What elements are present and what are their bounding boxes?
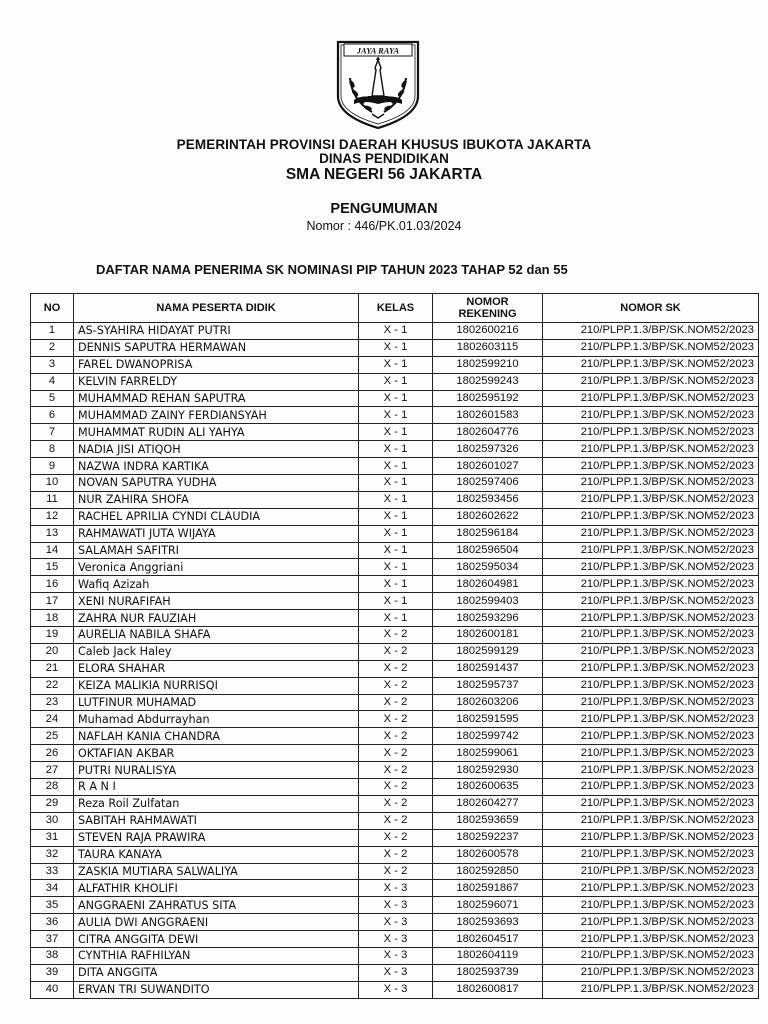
cell-account-number: 1802601027 xyxy=(433,458,543,475)
cell-student-name: NAFLAH KANIA CHANDRA xyxy=(74,728,359,745)
cell-no: 40 xyxy=(31,981,74,998)
cell-no: 27 xyxy=(31,762,74,779)
cell-student-name: R A N I xyxy=(74,779,359,796)
cell-student-name: KELVIN FARRELDY xyxy=(74,373,359,390)
cell-sk-number: 210/PLPP.1.3/BP/SK.NOM52/2023 xyxy=(543,593,759,610)
cell-student-name: LUTFINUR MUHAMAD xyxy=(74,694,359,711)
table-row xyxy=(31,795,759,812)
column-header-no: NO xyxy=(31,294,74,323)
cell-sk-number: 210/PLPP.1.3/BP/SK.NOM52/2023 xyxy=(543,812,759,829)
cell-account-number: 1802604277 xyxy=(433,795,543,812)
cell-class: X - 1 xyxy=(359,542,433,559)
column-header-name: NAMA PESERTA DIDIK xyxy=(74,294,359,323)
cell-sk-number: 210/PLPP.1.3/BP/SK.NOM52/2023 xyxy=(543,356,759,373)
table-row xyxy=(31,559,759,576)
cell-no: 4 xyxy=(31,373,74,390)
table-row xyxy=(31,745,759,762)
table-row xyxy=(31,390,759,407)
cell-class: X - 1 xyxy=(359,610,433,627)
cell-account-number: 1802597326 xyxy=(433,441,543,458)
cell-class: X - 2 xyxy=(359,762,433,779)
cell-account-number: 1802592930 xyxy=(433,762,543,779)
cell-no: 34 xyxy=(31,880,74,897)
table-row xyxy=(31,323,759,340)
cell-no: 20 xyxy=(31,643,74,660)
cell-sk-number: 210/PLPP.1.3/BP/SK.NOM52/2023 xyxy=(543,931,759,948)
cell-no: 24 xyxy=(31,711,74,728)
cell-no: 8 xyxy=(31,441,74,458)
cell-sk-number: 210/PLPP.1.3/BP/SK.NOM52/2023 xyxy=(543,677,759,694)
cell-student-name: KEIZA MALIKIA NURRISQI xyxy=(74,677,359,694)
cell-student-name: ZASKIA MUTIARA SALWALIYA xyxy=(74,863,359,880)
column-header-account xyxy=(433,294,543,323)
cell-student-name: CYNTHIA RAFHILYAN xyxy=(74,947,359,964)
table-row xyxy=(31,728,759,745)
cell-no: 3 xyxy=(31,356,74,373)
table-row xyxy=(31,694,759,711)
cell-no: 30 xyxy=(31,812,74,829)
cell-no: 22 xyxy=(31,677,74,694)
cell-account-number: 1802593693 xyxy=(433,914,543,931)
cell-class: X - 2 xyxy=(359,829,433,846)
table-row xyxy=(31,356,759,373)
cell-sk-number: 210/PLPP.1.3/BP/SK.NOM52/2023 xyxy=(543,829,759,846)
cell-sk-number: 210/PLPP.1.3/BP/SK.NOM52/2023 xyxy=(543,508,759,525)
cell-sk-number: 210/PLPP.1.3/BP/SK.NOM52/2023 xyxy=(543,475,759,492)
cell-no: 33 xyxy=(31,863,74,880)
cell-account-number: 1802599403 xyxy=(433,593,543,610)
cell-student-name: NAZWA INDRA KARTIKA xyxy=(74,458,359,475)
cell-sk-number: 210/PLPP.1.3/BP/SK.NOM52/2023 xyxy=(543,897,759,914)
table-row xyxy=(31,829,759,846)
cell-student-name: Reza Roil Zulfatan xyxy=(74,795,359,812)
cell-student-name: Caleb Jack Haley xyxy=(74,643,359,660)
cell-student-name: TAURA KANAYA xyxy=(74,846,359,863)
cell-student-name: MUHAMMAT RUDIN ALI YAHYA xyxy=(74,424,359,441)
cell-class: X - 1 xyxy=(359,576,433,593)
cell-account-number: 1802597406 xyxy=(433,475,543,492)
cell-sk-number: 210/PLPP.1.3/BP/SK.NOM52/2023 xyxy=(543,728,759,745)
table-row xyxy=(31,593,759,610)
cell-student-name: DITA ANGGITA xyxy=(74,964,359,981)
cell-sk-number: 210/PLPP.1.3/BP/SK.NOM52/2023 xyxy=(543,542,759,559)
cell-student-name: DENNIS SAPUTRA HERMAWAN xyxy=(74,339,359,356)
cell-no: 25 xyxy=(31,728,74,745)
cell-student-name: OKTAFIAN AKBAR xyxy=(74,745,359,762)
cell-sk-number: 210/PLPP.1.3/BP/SK.NOM52/2023 xyxy=(543,559,759,576)
cell-student-name: CITRA ANGGITA DEWI xyxy=(74,931,359,948)
table-row xyxy=(31,677,759,694)
cell-class: X - 1 xyxy=(359,491,433,508)
cell-student-name: ERVAN TRI SUWANDITO xyxy=(74,981,359,998)
cell-sk-number: 210/PLPP.1.3/BP/SK.NOM52/2023 xyxy=(543,711,759,728)
table-row xyxy=(31,931,759,948)
cell-sk-number: 210/PLPP.1.3/BP/SK.NOM52/2023 xyxy=(543,660,759,677)
cell-sk-number: 210/PLPP.1.3/BP/SK.NOM52/2023 xyxy=(543,390,759,407)
cell-class: X - 2 xyxy=(359,728,433,745)
table-row xyxy=(31,508,759,525)
table-row xyxy=(31,863,759,880)
cell-no: 7 xyxy=(31,424,74,441)
cell-sk-number: 210/PLPP.1.3/BP/SK.NOM52/2023 xyxy=(543,458,759,475)
table-row xyxy=(31,897,759,914)
cell-class: X - 3 xyxy=(359,981,433,998)
cell-account-number: 1802599243 xyxy=(433,373,543,390)
list-title: DAFTAR NAMA PENERIMA SK NOMINASI PIP TAHUN 2023 TAHAP 52 dan 55 xyxy=(96,262,568,277)
cell-no: 21 xyxy=(31,660,74,677)
table-row xyxy=(31,880,759,897)
cell-sk-number: 210/PLPP.1.3/BP/SK.NOM52/2023 xyxy=(543,981,759,998)
department-header: DINAS PENDIDIKAN xyxy=(319,151,449,166)
table-row xyxy=(31,846,759,863)
cell-no: 6 xyxy=(31,407,74,424)
cell-account-number: 1802595737 xyxy=(433,677,543,694)
table-row xyxy=(31,643,759,660)
table-row xyxy=(31,610,759,627)
cell-no: 11 xyxy=(31,491,74,508)
cell-account-number: 1802599210 xyxy=(433,356,543,373)
cell-no: 31 xyxy=(31,829,74,846)
cell-student-name: NOVAN SAPUTRA YUDHA xyxy=(74,475,359,492)
cell-class: X - 2 xyxy=(359,745,433,762)
cell-account-number: 1802593456 xyxy=(433,491,543,508)
cell-class: X - 2 xyxy=(359,863,433,880)
table-body xyxy=(31,323,759,999)
cell-no: 28 xyxy=(31,779,74,796)
cell-account-number: 1802603115 xyxy=(433,339,543,356)
cell-account-number: 1802600578 xyxy=(433,846,543,863)
cell-no: 13 xyxy=(31,525,74,542)
cell-student-name: MUHAMMAD ZAINY FERDIANSYAH xyxy=(74,407,359,424)
cell-account-number: 1802593659 xyxy=(433,812,543,829)
cell-no: 39 xyxy=(31,964,74,981)
cell-class: X - 1 xyxy=(359,373,433,390)
cell-class: X - 2 xyxy=(359,643,433,660)
cell-account-number: 1802600181 xyxy=(433,627,543,644)
cell-student-name: ZAHRA NUR FAUZIAH xyxy=(74,610,359,627)
cell-class: X - 2 xyxy=(359,779,433,796)
announcement-number: Nomor : 446/PK.01.03/2024 xyxy=(306,219,462,233)
cell-student-name: Muhamad Abdurrayhan xyxy=(74,711,359,728)
column-header-sk: NOMOR SK xyxy=(543,294,759,323)
table-row xyxy=(31,627,759,644)
cell-class: X - 2 xyxy=(359,660,433,677)
cell-no: 15 xyxy=(31,559,74,576)
cell-class: X - 1 xyxy=(359,475,433,492)
cell-account-number: 1802604776 xyxy=(433,424,543,441)
cell-class: X - 1 xyxy=(359,441,433,458)
cell-student-name: AS-SYAHIRA HIDAYAT PUTRI xyxy=(74,323,359,340)
table-row xyxy=(31,660,759,677)
cell-class: X - 3 xyxy=(359,880,433,897)
cell-class: X - 1 xyxy=(359,407,433,424)
cell-account-number: 1802604981 xyxy=(433,576,543,593)
cell-sk-number: 210/PLPP.1.3/BP/SK.NOM52/2023 xyxy=(543,525,759,542)
cell-class: X - 1 xyxy=(359,339,433,356)
cell-sk-number: 210/PLPP.1.3/BP/SK.NOM52/2023 xyxy=(543,964,759,981)
table-row xyxy=(31,947,759,964)
cell-account-number: 1802603206 xyxy=(433,694,543,711)
column-header-account-label: NOMOR REKENING xyxy=(458,296,517,320)
cell-class: X - 3 xyxy=(359,947,433,964)
cell-account-number: 1802591437 xyxy=(433,660,543,677)
cell-account-number: 1802600635 xyxy=(433,779,543,796)
cell-account-number: 1802596184 xyxy=(433,525,543,542)
cell-no: 38 xyxy=(31,947,74,964)
cell-no: 2 xyxy=(31,339,74,356)
cell-student-name: RAHMAWATI JUTA WIJAYA xyxy=(74,525,359,542)
table-row xyxy=(31,441,759,458)
government-header: PEMERINTAH PROVINSI DAERAH KHUSUS IBUKOTA JAKARTA xyxy=(176,137,592,152)
cell-class: X - 1 xyxy=(359,525,433,542)
cell-account-number: 1802592237 xyxy=(433,829,543,846)
cell-student-name: ELORA SHAHAR xyxy=(74,660,359,677)
cell-sk-number: 210/PLPP.1.3/BP/SK.NOM52/2023 xyxy=(543,627,759,644)
table-row xyxy=(31,914,759,931)
cell-student-name: STEVEN RAJA PRAWIRA xyxy=(74,829,359,846)
cell-account-number: 1802593739 xyxy=(433,964,543,981)
cell-class: X - 3 xyxy=(359,914,433,931)
cell-no: 36 xyxy=(31,914,74,931)
table-row xyxy=(31,779,759,796)
table-row xyxy=(31,762,759,779)
cell-sk-number: 210/PLPP.1.3/BP/SK.NOM52/2023 xyxy=(543,576,759,593)
cell-sk-number: 210/PLPP.1.3/BP/SK.NOM52/2023 xyxy=(543,914,759,931)
cell-account-number: 1802596504 xyxy=(433,542,543,559)
table-row xyxy=(31,576,759,593)
cell-student-name: Veronica Anggriani xyxy=(74,559,359,576)
cell-sk-number: 210/PLPP.1.3/BP/SK.NOM52/2023 xyxy=(543,339,759,356)
cell-class: X - 1 xyxy=(359,458,433,475)
cell-sk-number: 210/PLPP.1.3/BP/SK.NOM52/2023 xyxy=(543,779,759,796)
cell-student-name: AULIA DWI ANGGRAENI xyxy=(74,914,359,931)
cell-account-number: 1802595192 xyxy=(433,390,543,407)
table-row xyxy=(31,542,759,559)
table-row xyxy=(31,711,759,728)
table-row xyxy=(31,981,759,998)
cell-account-number: 1802595034 xyxy=(433,559,543,576)
table-row xyxy=(31,812,759,829)
cell-sk-number: 210/PLPP.1.3/BP/SK.NOM52/2023 xyxy=(543,762,759,779)
cell-class: X - 3 xyxy=(359,897,433,914)
table-row xyxy=(31,475,759,492)
recipient-table xyxy=(30,293,759,999)
cell-no: 9 xyxy=(31,458,74,475)
cell-account-number: 1802591867 xyxy=(433,880,543,897)
cell-student-name: MUHAMMAD REHAN SAPUTRA xyxy=(74,390,359,407)
cell-class: X - 2 xyxy=(359,711,433,728)
cell-student-name: RACHEL APRILIA CYNDI CLAUDIA xyxy=(74,508,359,525)
cell-no: 1 xyxy=(31,323,74,340)
cell-no: 5 xyxy=(31,390,74,407)
cell-student-name: FAREL DWANOPRISA xyxy=(74,356,359,373)
cell-sk-number: 210/PLPP.1.3/BP/SK.NOM52/2023 xyxy=(543,643,759,660)
table-row xyxy=(31,458,759,475)
table-header-row xyxy=(31,294,759,323)
cell-student-name: NUR ZAHIRA SHOFA xyxy=(74,491,359,508)
table-row xyxy=(31,525,759,542)
cell-account-number: 1802604119 xyxy=(433,947,543,964)
cell-class: X - 1 xyxy=(359,323,433,340)
cell-account-number: 1802599129 xyxy=(433,643,543,660)
table-row xyxy=(31,407,759,424)
table-row xyxy=(31,373,759,390)
cell-student-name: AURELIA NABILA SHAFA xyxy=(74,627,359,644)
cell-no: 26 xyxy=(31,745,74,762)
cell-sk-number: 210/PLPP.1.3/BP/SK.NOM52/2023 xyxy=(543,745,759,762)
cell-sk-number: 210/PLPP.1.3/BP/SK.NOM52/2023 xyxy=(543,694,759,711)
cell-student-name: NADIA JISI ATIQOH xyxy=(74,441,359,458)
cell-account-number: 1802599742 xyxy=(433,728,543,745)
cell-account-number: 1802600817 xyxy=(433,981,543,998)
cell-account-number: 1802593296 xyxy=(433,610,543,627)
cell-sk-number: 210/PLPP.1.3/BP/SK.NOM52/2023 xyxy=(543,407,759,424)
table-row xyxy=(31,491,759,508)
cell-class: X - 2 xyxy=(359,694,433,711)
cell-class: X - 2 xyxy=(359,627,433,644)
cell-sk-number: 210/PLPP.1.3/BP/SK.NOM52/2023 xyxy=(543,373,759,390)
cell-no: 37 xyxy=(31,931,74,948)
table-row xyxy=(31,424,759,441)
cell-no: 35 xyxy=(31,897,74,914)
cell-no: 18 xyxy=(31,610,74,627)
announcement-title: PENGUMUMAN xyxy=(330,201,438,217)
cell-sk-number: 210/PLPP.1.3/BP/SK.NOM52/2023 xyxy=(543,491,759,508)
cell-sk-number: 210/PLPP.1.3/BP/SK.NOM52/2023 xyxy=(543,863,759,880)
jakarta-emblem-logo xyxy=(332,38,424,130)
table-row xyxy=(31,964,759,981)
cell-student-name: XENI NURAFIFAH xyxy=(74,593,359,610)
cell-class: X - 1 xyxy=(359,390,433,407)
cell-no: 19 xyxy=(31,627,74,644)
cell-class: X - 2 xyxy=(359,677,433,694)
cell-class: X - 1 xyxy=(359,508,433,525)
cell-account-number: 1802596071 xyxy=(433,897,543,914)
table-row xyxy=(31,339,759,356)
cell-student-name: ANGGRAENI ZAHRATUS SITA xyxy=(74,897,359,914)
cell-class: X - 1 xyxy=(359,559,433,576)
cell-no: 29 xyxy=(31,795,74,812)
cell-account-number: 1802604517 xyxy=(433,931,543,948)
cell-sk-number: 210/PLPP.1.3/BP/SK.NOM52/2023 xyxy=(543,441,759,458)
cell-class: X - 2 xyxy=(359,812,433,829)
cell-class: X - 2 xyxy=(359,846,433,863)
cell-no: 23 xyxy=(31,694,74,711)
cell-sk-number: 210/PLPP.1.3/BP/SK.NOM52/2023 xyxy=(543,323,759,340)
cell-no: 10 xyxy=(31,475,74,492)
cell-student-name: PUTRI NURALISYA xyxy=(74,762,359,779)
cell-student-name: Wafiq Azizah xyxy=(74,576,359,593)
cell-class: X - 3 xyxy=(359,931,433,948)
cell-sk-number: 210/PLPP.1.3/BP/SK.NOM52/2023 xyxy=(543,947,759,964)
school-name: SMA NEGERI 56 JAKARTA xyxy=(285,166,483,183)
cell-account-number: 1802599061 xyxy=(433,745,543,762)
svg-text:JAYA RAYA: JAYA RAYA xyxy=(356,45,400,56)
cell-student-name: SALAMAH SAFITRI xyxy=(74,542,359,559)
cell-account-number: 1802601583 xyxy=(433,407,543,424)
cell-account-number: 1802591595 xyxy=(433,711,543,728)
cell-class: X - 2 xyxy=(359,795,433,812)
column-header-class: KELAS xyxy=(359,294,433,323)
cell-sk-number: 210/PLPP.1.3/BP/SK.NOM52/2023 xyxy=(543,795,759,812)
cell-student-name: ALFATHIR KHOLIFI xyxy=(74,880,359,897)
cell-account-number: 1802602622 xyxy=(433,508,543,525)
cell-sk-number: 210/PLPP.1.3/BP/SK.NOM52/2023 xyxy=(543,880,759,897)
cell-sk-number: 210/PLPP.1.3/BP/SK.NOM52/2023 xyxy=(543,424,759,441)
cell-class: X - 3 xyxy=(359,964,433,981)
cell-student-name: SABITAH RAHMAWATI xyxy=(74,812,359,829)
cell-account-number: 1802600216 xyxy=(433,323,543,340)
cell-class: X - 1 xyxy=(359,593,433,610)
cell-class: X - 1 xyxy=(359,424,433,441)
cell-no: 17 xyxy=(31,593,74,610)
cell-class: X - 1 xyxy=(359,356,433,373)
cell-no: 12 xyxy=(31,508,74,525)
cell-sk-number: 210/PLPP.1.3/BP/SK.NOM52/2023 xyxy=(543,846,759,863)
cell-sk-number: 210/PLPP.1.3/BP/SK.NOM52/2023 xyxy=(543,610,759,627)
cell-account-number: 1802592850 xyxy=(433,863,543,880)
cell-no: 14 xyxy=(31,542,74,559)
cell-no: 16 xyxy=(31,576,74,593)
cell-no: 32 xyxy=(31,846,74,863)
